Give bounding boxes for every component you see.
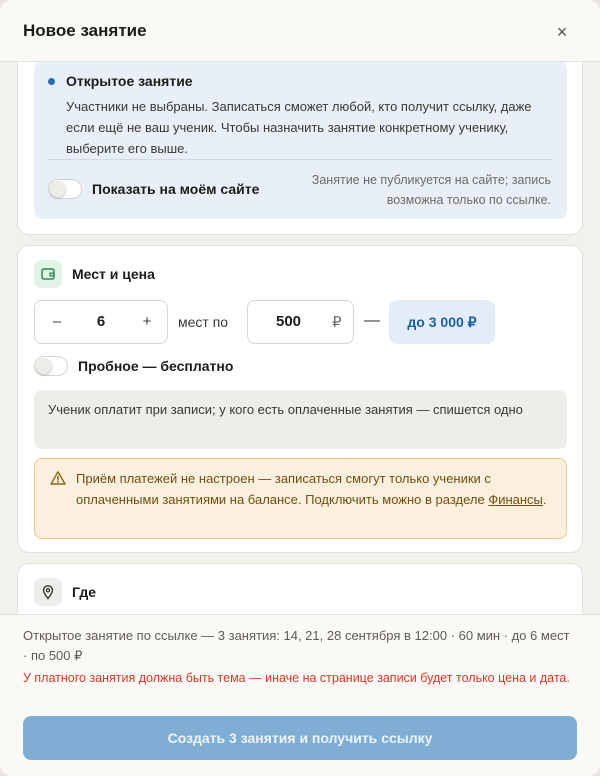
places-price-card [17,245,583,553]
open-lesson-description: Участники не выбраны. Записаться сможет любой, кто получит ссылку, даже если ещё не ваш ученик. Чтобы назначить занятие конкретному ученику, выберите его выше. [66,99,532,156]
finance-link[interactable]: Финансы [488,492,543,507]
seats-suffix-label: мест по [178,314,229,330]
modal-body[interactable] [0,62,600,614]
divider [48,159,553,160]
close-icon[interactable]: × [556,22,568,42]
trial-free-label: Пробное — бесплатно [78,358,234,374]
open-lesson-title: Открытое занятие [66,73,193,89]
payments-warning [34,458,567,539]
modal-title: Новое занятие [23,21,147,40]
price-value[interactable]: 500 [276,313,302,330]
site-publish-note: Занятие не публикуется на сайте; запись возможна только по ссылке. [311,173,551,207]
payment-hint: Ученик оплатит при записи; у кого есть оплаченные занятия — спишется одно [34,390,567,449]
toggle-knob [50,181,66,197]
location-card [17,563,583,614]
seats-value[interactable]: 6 [96,313,106,330]
location-pin-icon [34,578,62,606]
lesson-summary: Открытое занятие по ссылке — 3 занятия: 14, 21, 28 сентября в 12:00 · 60 мин · до 6 мест · по 500 ₽ [23,628,570,663]
total-badge: до 3 000 ₽ [389,300,495,344]
modal-footer [0,614,600,776]
payments-warning-text: Приём платежей не настроен — записаться смогут только ученики с оплаченными занятиями на балансе. Подключить можно в разделе Финансы. [76,471,547,507]
toggle-knob [36,358,52,374]
seats-decrement-button[interactable]: – [52,313,62,330]
seats-increment-button[interactable]: + [142,313,152,330]
bullet-dot-icon [48,78,55,85]
wallet-icon [34,260,62,288]
modal-header [0,0,600,62]
show-on-site-toggle[interactable] [48,179,82,199]
currency-symbol: ₽ [332,314,342,331]
open-lesson-info [34,62,567,219]
seats-stepper [34,300,168,344]
participants-card [17,62,583,235]
price-input[interactable] [247,300,354,344]
places-price-title: Мест и цена [72,266,155,282]
show-on-site-label: Показать на моём сайте [92,181,260,197]
warning-icon [50,470,66,486]
dash-separator: — [364,312,380,329]
trial-free-toggle[interactable] [34,356,68,376]
location-title: Где [72,584,97,600]
create-lessons-button[interactable]: Создать 3 занятия и получить ссылку [23,716,577,760]
validation-error: У платного занятия должна быть тема — иначе на странице записи будет только цена и дата. [23,671,570,685]
